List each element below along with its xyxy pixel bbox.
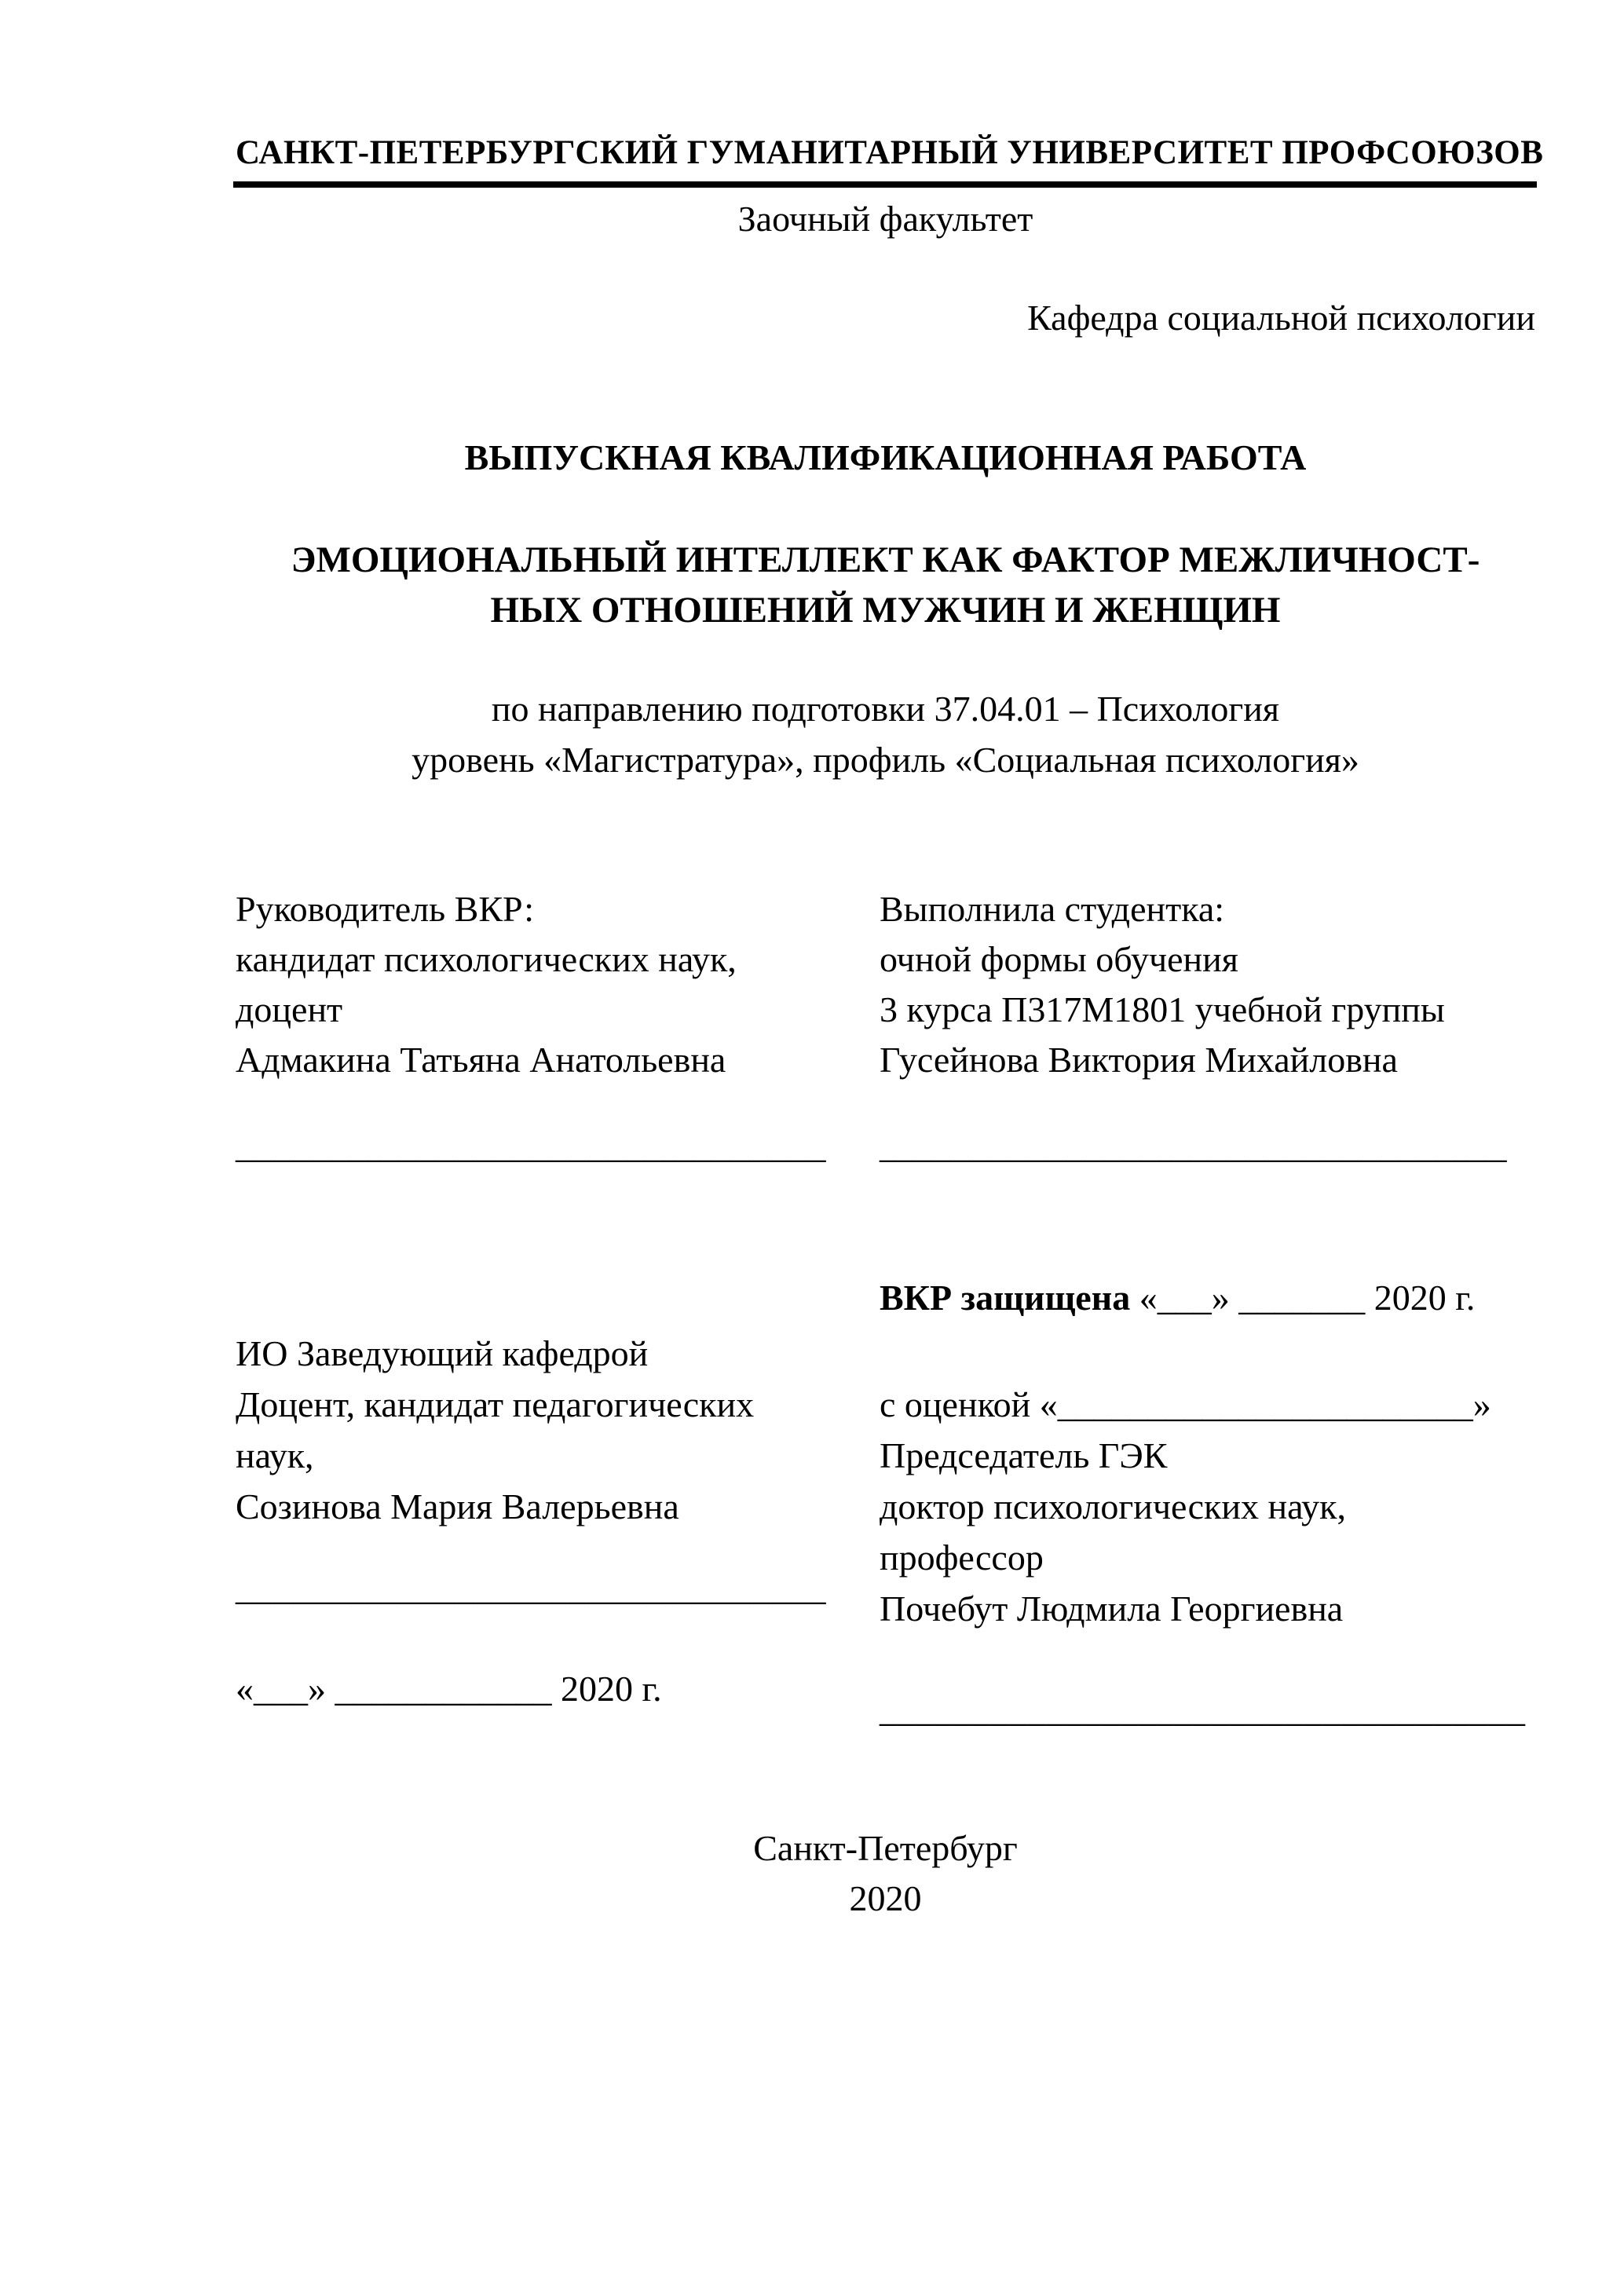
footer-year: 2020 (849, 1878, 922, 1918)
thesis-title-line2: НЫХ ОТНОШЕНИЙ МУЖЧИН И ЖЕНЩИН (490, 590, 1281, 631)
chair-position: профессор (880, 1537, 1044, 1578)
supervisor-label: Руководитель ВКР: (236, 889, 535, 929)
student-study-form: очной формы обучения (880, 939, 1238, 979)
department-head-degree-cont: наук, (236, 1435, 314, 1475)
department-head-signature-line: ________________________________ (236, 1567, 826, 1607)
defense-defended-date-blank: «___» _______ 2020 г. (1130, 1278, 1476, 1318)
thesis-title (236, 535, 1535, 635)
thesis-title-line1: ЭМОЦИОНАЛЬНЫЙ ИНТЕЛЛЕКТ КАК ФАКТОР МЕЖЛИЧНОСТ- (291, 539, 1480, 580)
student-block (880, 884, 1539, 1085)
department-name: Кафедра социальной психологии (1027, 298, 1535, 338)
supervisor-signature-line: ________________________________ (236, 1125, 826, 1165)
defense-defended-label: ВКР защищена (880, 1278, 1131, 1318)
work-type-heading: ВЫПУСКНАЯ КВАЛИФИКАЦИОННАЯ РАБОТА (464, 437, 1307, 477)
student-group: 3 курса П317М1801 учебной группы (880, 989, 1445, 1029)
chair-signature-line: ___________________________________ (880, 1689, 1526, 1729)
supervisor-name: Адмакина Татьяна Анатольевна (236, 1040, 726, 1080)
faculty-name: Заочный факультет (737, 199, 1033, 239)
study-level-profile: уровень «Магистратура», профиль «Социальная психология» (411, 740, 1359, 780)
department-head-name: Созинова Мария Валерьевна (236, 1486, 679, 1526)
student-name: Гусейнова Виктория Михайловна (880, 1040, 1398, 1080)
supervisor-degree: кандидат психологических наук, (236, 939, 737, 979)
supervisor-block (236, 884, 864, 1085)
department-head-block (236, 1328, 864, 1532)
student-label: Выполнила студентка: (880, 889, 1225, 929)
committee-block (880, 1379, 1539, 1634)
chair-degree: доктор психологических наук, (880, 1486, 1347, 1526)
study-direction: по направлению подготовки 37.04.01 – Психология (491, 689, 1280, 729)
supervisor-position: доцент (236, 989, 343, 1029)
department-head-date-line: «___» ____________ 2020 г. (236, 1669, 662, 1709)
chair-name: Почебут Людмила Георгиевна (880, 1589, 1344, 1629)
university-name: САНКТ-ПЕТЕРБУРГСКИЙ ГУМАНИТАРНЫЙ УНИВЕРСИТЕТ ПРОФСОЮЗОВ (236, 134, 1544, 171)
department-head-degree: Доцент, кандидат педагогических (236, 1384, 755, 1424)
department-head-title: ИО Заведующий кафедрой (236, 1333, 649, 1373)
footer-block (236, 1823, 1535, 1924)
defense-date-line (880, 1277, 1539, 1318)
student-signature-line: __________________________________ (880, 1125, 1507, 1165)
header-divider-rule (233, 181, 1537, 188)
chair-title: Председатель ГЭК (880, 1435, 1168, 1475)
grade-blank-line: с оценкой «_______________________» (880, 1384, 1491, 1424)
footer-city: Санкт-Петербург (753, 1828, 1018, 1868)
